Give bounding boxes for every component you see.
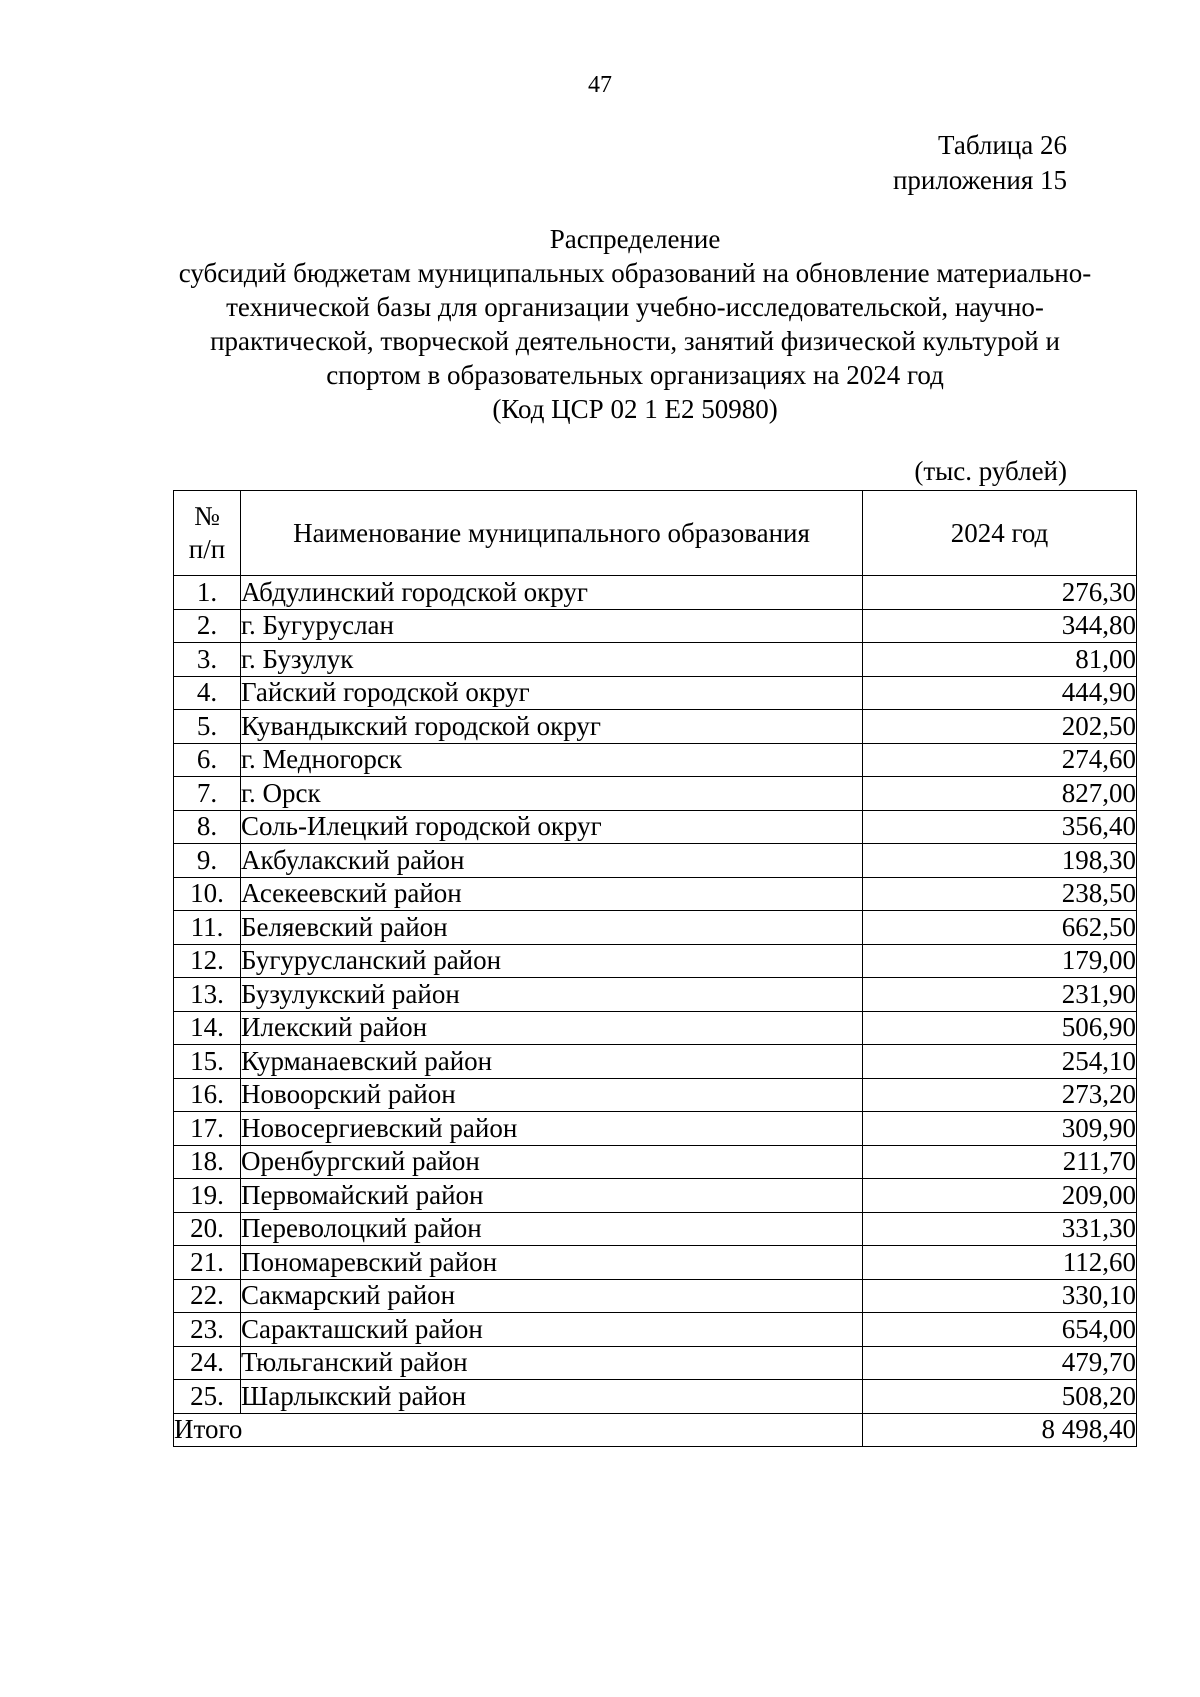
- row-amount: 356,40: [863, 810, 1137, 844]
- row-amount: 506,90: [863, 1011, 1137, 1045]
- table-row: [174, 643, 1137, 677]
- row-municipality: Асекеевский район: [241, 877, 863, 911]
- row-number: 25.: [174, 1380, 241, 1414]
- distribution-table: [173, 490, 1137, 1447]
- total-label: Итого: [174, 1413, 863, 1447]
- row-number: 12.: [174, 944, 241, 978]
- row-amount: 309,90: [863, 1112, 1137, 1146]
- table-row: [174, 1380, 1137, 1414]
- table-row: [174, 810, 1137, 844]
- row-amount: 274,60: [863, 743, 1137, 777]
- table-row: [174, 978, 1137, 1012]
- total-row: [174, 1413, 1137, 1447]
- row-amount: 273,20: [863, 1078, 1137, 1112]
- row-amount: 81,00: [863, 643, 1137, 677]
- table-body: [174, 576, 1137, 1414]
- row-number: 2.: [174, 609, 241, 643]
- row-number: 21.: [174, 1246, 241, 1280]
- row-municipality: Оренбургский район: [241, 1145, 863, 1179]
- row-municipality: Гайский городской округ: [241, 676, 863, 710]
- row-amount: 508,20: [863, 1380, 1137, 1414]
- row-municipality: Бузулукский район: [241, 978, 863, 1012]
- row-municipality: Шарлыкский район: [241, 1380, 863, 1414]
- row-municipality: Беляевский район: [241, 911, 863, 945]
- row-amount: 202,50: [863, 710, 1137, 744]
- table-row: [174, 1212, 1137, 1246]
- table-header-row: [174, 491, 1137, 576]
- table-row: [174, 1246, 1137, 1280]
- table-row: [174, 1112, 1137, 1146]
- header-number: [174, 491, 241, 576]
- table-row: [174, 877, 1137, 911]
- table-row: [174, 844, 1137, 878]
- row-amount: 331,30: [863, 1212, 1137, 1246]
- header-number-sign: №: [194, 501, 220, 531]
- table-row: [174, 576, 1137, 610]
- row-number: 15.: [174, 1045, 241, 1079]
- row-municipality: г. Бугуруслан: [241, 609, 863, 643]
- row-number: 4.: [174, 676, 241, 710]
- row-municipality: Саракташский район: [241, 1313, 863, 1347]
- row-municipality: Курманаевский район: [241, 1045, 863, 1079]
- row-municipality: Кувандыкский городской округ: [241, 710, 863, 744]
- row-number: 13.: [174, 978, 241, 1012]
- table-row: [174, 710, 1137, 744]
- row-amount: 198,30: [863, 844, 1137, 878]
- row-amount: 344,80: [863, 609, 1137, 643]
- row-amount: 444,90: [863, 676, 1137, 710]
- row-number: 17.: [174, 1112, 241, 1146]
- row-amount: 209,00: [863, 1179, 1137, 1213]
- row-number: 14.: [174, 1011, 241, 1045]
- annex-table-number: Таблица 26: [938, 130, 1067, 160]
- row-amount: 238,50: [863, 877, 1137, 911]
- table-row: [174, 1279, 1137, 1313]
- row-number: 8.: [174, 810, 241, 844]
- row-amount: 479,70: [863, 1346, 1137, 1380]
- row-amount: 179,00: [863, 944, 1137, 978]
- row-municipality: Новоорский район: [241, 1078, 863, 1112]
- table-row: [174, 1011, 1137, 1045]
- row-amount: 276,30: [863, 576, 1137, 610]
- row-municipality: г. Орск: [241, 777, 863, 811]
- total-value: 8 498,40: [863, 1413, 1137, 1447]
- row-number: 3.: [174, 643, 241, 677]
- row-number: 19.: [174, 1179, 241, 1213]
- row-municipality: Абдулинский городской округ: [241, 576, 863, 610]
- row-number: 22.: [174, 1279, 241, 1313]
- table-row: [174, 1045, 1137, 1079]
- row-number: 6.: [174, 743, 241, 777]
- table-row: [174, 1179, 1137, 1213]
- table-row: [174, 609, 1137, 643]
- title-code: (Код ЦСР 02 1 Е2 50980): [492, 394, 778, 424]
- row-number: 9.: [174, 844, 241, 878]
- table-row: [174, 1078, 1137, 1112]
- table-row: [174, 1313, 1137, 1347]
- annex-appendix-number: приложения 15: [892, 165, 1067, 195]
- row-municipality: Переволоцкий район: [241, 1212, 863, 1246]
- row-amount: 654,00: [863, 1313, 1137, 1347]
- title-line: спортом в образовательных организациях на 2024 год: [326, 360, 944, 390]
- table-row: [174, 777, 1137, 811]
- row-amount: 112,60: [863, 1246, 1137, 1280]
- annex-reference: [893, 128, 1067, 198]
- units-label: (тыс. рублей): [914, 456, 1067, 486]
- row-amount: 827,00: [863, 777, 1137, 811]
- document-title: [160, 222, 1110, 426]
- row-number: 7.: [174, 777, 241, 811]
- row-number: 11.: [174, 911, 241, 945]
- title-line: практической, творческой деятельности, занятий физической культурой и: [210, 326, 1060, 356]
- row-municipality: г. Бузулук: [241, 643, 863, 677]
- header-year: 2024 год: [863, 491, 1137, 576]
- row-amount: 254,10: [863, 1045, 1137, 1079]
- row-municipality: Бугурусланский район: [241, 944, 863, 978]
- row-amount: 211,70: [863, 1145, 1137, 1179]
- table-row: [174, 911, 1137, 945]
- row-number: 16.: [174, 1078, 241, 1112]
- table-row: [174, 676, 1137, 710]
- row-municipality: г. Медногорск: [241, 743, 863, 777]
- table-row: [174, 743, 1137, 777]
- row-municipality: Илекский район: [241, 1011, 863, 1045]
- row-amount: 330,10: [863, 1279, 1137, 1313]
- row-municipality: Соль-Илецкий городской округ: [241, 810, 863, 844]
- row-municipality: Пономаревский район: [241, 1246, 863, 1280]
- row-number: 24.: [174, 1346, 241, 1380]
- table-row: [174, 944, 1137, 978]
- row-number: 23.: [174, 1313, 241, 1347]
- row-amount: 231,90: [863, 978, 1137, 1012]
- page-number: 47: [588, 72, 612, 98]
- row-number: 5.: [174, 710, 241, 744]
- row-municipality: Первомайский район: [241, 1179, 863, 1213]
- title-line: технической базы для организации учебно-исследовательской, научно-: [226, 292, 1044, 322]
- table-row: [174, 1145, 1137, 1179]
- row-number: 1.: [174, 576, 241, 610]
- header-name: Наименование муниципального образования: [241, 491, 863, 576]
- title-line: Распределение: [549, 224, 721, 254]
- row-municipality: Новосергиевский район: [241, 1112, 863, 1146]
- title-line: субсидий бюджетам муниципальных образований на обновление материально-: [178, 258, 1092, 288]
- row-number: 20.: [174, 1212, 241, 1246]
- table-row: [174, 1346, 1137, 1380]
- row-municipality: Тюльганский район: [241, 1346, 863, 1380]
- row-amount: 662,50: [863, 911, 1137, 945]
- row-number: 10.: [174, 877, 241, 911]
- row-municipality: Сакмарский район: [241, 1279, 863, 1313]
- row-number: 18.: [174, 1145, 241, 1179]
- header-number-abbrev: п/п: [188, 534, 226, 564]
- row-municipality: Акбулакский район: [241, 844, 863, 878]
